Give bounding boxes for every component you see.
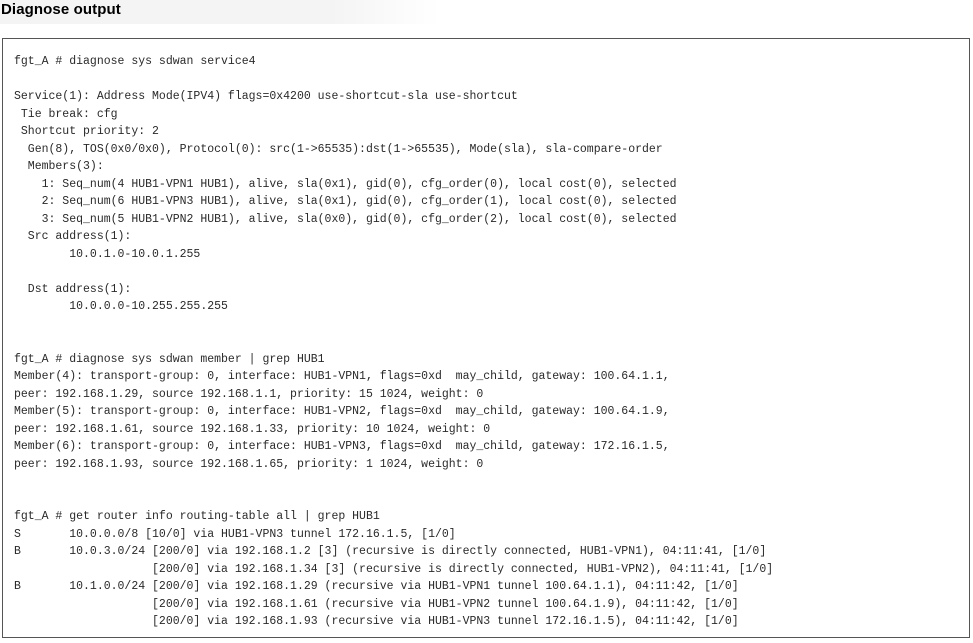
terminal-line: 1: Seq_num(4 HUB1-VPN1 HUB1), alive, sla(0x1), gid(0), cfg_order(0), local cost(0), selected [14,177,677,191]
terminal-line: Member(6): transport-group: 0, interface: HUB1-VPN3, flags=0xd may_child, gateway: 172.16.1.5, [14,440,670,453]
terminal-line: peer: 192.168.1.29, source 192.168.1.1, priority: 15 1024, weight: 0 [14,387,484,401]
terminal-line [14,473,773,491]
terminal-line: B 10.0.3.0/24 [200/0] via 192.168.1.2 [3] (recursive is directly connected, HUB1-VPN1), 04:11:41, [1/0] [14,545,767,558]
terminal-line: 3: Seq_num(5 HUB1-VPN2 HUB1), alive, sla(0x0), gid(0), cfg_order(2), local cost(0), selected [14,212,677,226]
terminal-line [14,71,773,89]
terminal-line: Shortcut priority: 2 [14,125,159,138]
terminal-line: fgt_A # get router info routing-table all | grep HUB1 [14,510,380,523]
terminal-line: 10.0.0.0-10.255.255.255 [14,300,228,313]
terminal-line: fgt_A # diagnose sys sdwan member | grep HUB1 [14,352,325,366]
terminal-line: [200/0] via 192.168.1.61 (recursive via HUB1-VPN2 tunnel 100.64.1.9), 04:11:42, [1/0] [14,597,739,611]
terminal-line: Tie break: cfg [14,107,118,121]
page-title: Diagnose output [1,1,121,18]
terminal-output [14,53,773,631]
terminal-output-panel [2,38,970,638]
terminal-line: [200/0] via 192.168.1.93 (recursive via HUB1-VPN3 tunnel 172.16.1.5), 04:11:42, [1/0] [14,615,739,628]
terminal-line: 2: Seq_num(6 HUB1-VPN3 HUB1), alive, sla(0x1), gid(0), cfg_order(1), local cost(0), selected [14,195,677,208]
terminal-line [14,333,773,351]
terminal-line [14,316,773,334]
terminal-line: Members(3): [14,160,104,173]
terminal-line: Dst address(1): [14,282,132,296]
terminal-line: S 10.0.0.0/8 [10/0] via HUB1-VPN3 tunnel 172.16.1.5, [1/0] [14,527,456,541]
terminal-line: Member(5): transport-group: 0, interface: HUB1-VPN2, flags=0xd may_child, gateway: 100.64.1.9, [14,405,670,418]
terminal-line: 10.0.1.0-10.0.1.255 [14,247,201,261]
terminal-line: fgt_A # diagnose sys sdwan service4 [14,55,256,68]
terminal-line: peer: 192.168.1.93, source 192.168.1.65, priority: 1 1024, weight: 0 [14,457,484,471]
terminal-line: Member(4): transport-group: 0, interface: HUB1-VPN1, flags=0xd may_child, gateway: 100.64.1.1, [14,370,670,383]
terminal-line: Service(1): Address Mode(IPV4) flags=0x4200 use-shortcut-sla use-shortcut [14,90,518,103]
terminal-line: [200/0] via 192.168.1.34 [3] (recursive is directly connected, HUB1-VPN2), 04:11:41, [1/0] [14,562,774,576]
terminal-line: peer: 192.168.1.61, source 192.168.1.33, priority: 10 1024, weight: 0 [14,422,491,436]
terminal-line [14,491,773,509]
terminal-line: B 10.1.0.0/24 [200/0] via 192.168.1.29 (recursive via HUB1-VPN1 tunnel 100.64.1.1), 04:11:42, [1/0] [14,580,739,593]
terminal-line [14,263,773,281]
terminal-line: Src address(1): [14,230,132,243]
terminal-line: Gen(8), TOS(0x0/0x0), Protocol(0): src(1->65535):dst(1->65535), Mode(sla), sla-compare-order [14,142,663,156]
header-bar [0,0,440,24]
